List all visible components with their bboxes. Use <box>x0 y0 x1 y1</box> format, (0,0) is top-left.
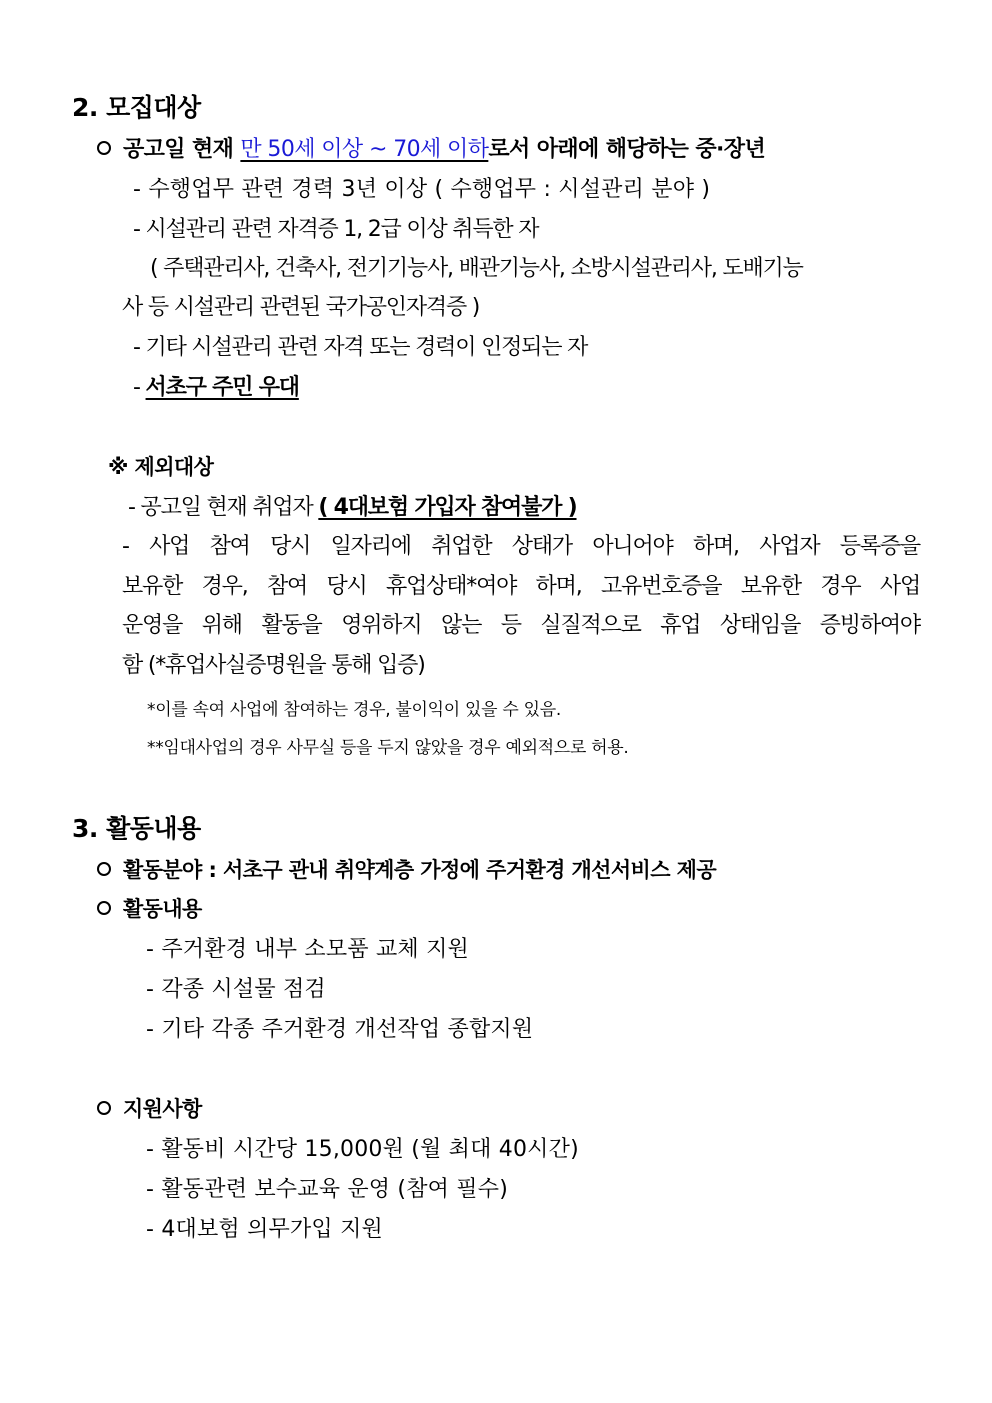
exclusion-note-2: **임대사업의 경우 사무실 등을 두지 않았을 경우 예외적으로 허용. <box>147 738 629 758</box>
support-item-pay: - 활동비 시간당 15,000원 (월 최대 40시간) <box>146 1137 579 1162</box>
eligibility-item-cert-list-2: 사 등 시설관리 관련된 국가공인자격증 ) <box>122 295 480 320</box>
activity-content-label: 활동내용 <box>123 897 202 921</box>
activity-item-inspection: - 각종 시설물 점검 <box>146 977 326 1002</box>
eligibility-item-certificate: - 시설관리 관련 자격증 1, 2급 이상 취득한 자 <box>133 217 539 242</box>
support-item-insurance: - 4대보험 의무가입 지원 <box>146 1217 383 1242</box>
activity-content-bullet <box>97 899 202 920</box>
exclusion-line-2: 보유한 경우, 참여 당시 휴업상태*여야 하며, 고유번호증을 보유한 경우 사업 <box>122 574 920 599</box>
eligibility-bullet <box>97 139 765 161</box>
eligibility-item-other: - 기타 시설관리 관련 자격 또는 경력이 인정되는 자 <box>133 335 588 360</box>
support-label: 지원사항 <box>123 1097 202 1121</box>
circle-bullet-icon <box>97 901 111 915</box>
seocho-resident-preference: 서초구 주민 우대 <box>145 375 299 400</box>
section-2-title: 2. 모집대상 <box>72 93 201 122</box>
exclusion-line-3: 운영을 위해 활동을 영위하지 않는 등 실질적으로 휴업 상태임을 증빙하여야 <box>122 613 920 638</box>
circle-bullet-icon <box>97 1101 111 1115</box>
insurance-exclusion-note: ( 4대보험 가입자 참여불가 ) <box>318 495 577 520</box>
eligibility-item-experience: - 수행업무 관련 경력 3년 이상 ( 수행업무 : 시설관리 분야 ) <box>133 177 711 202</box>
activity-field-label: 활동분야 : 서초구 관내 취약계층 가정에 주거환경 개선서비스 제공 <box>123 858 717 882</box>
activity-item-supplies: - 주거환경 내부 소모품 교체 지원 <box>146 937 469 962</box>
eligibility-suffix: 로서 아래에 해당하는 중·장년 <box>488 137 766 162</box>
circle-bullet-icon <box>97 862 111 876</box>
exclusion-title: ※ 제외대상 <box>108 455 214 479</box>
eligibility-prefix: 공고일 현재 <box>123 137 241 162</box>
exclusion-line-1: - 사업 참여 당시 일자리에 취업한 상태가 아니어야 하며, 사업자 등록증을 <box>122 534 920 559</box>
support-bullet <box>97 1099 202 1120</box>
age-range: 만 50세 이상 ~ 70세 이하 <box>240 137 489 162</box>
activity-field-bullet <box>97 860 716 881</box>
circle-bullet-icon <box>97 141 111 155</box>
exclusion-item-employed <box>128 497 577 519</box>
eligibility-item-cert-list-1: ( 주택관리사, 건축사, 전기기능사, 배관기능사, 소방시설관리사, 도배기능 <box>150 256 803 281</box>
section-3-title: 3. 활동내용 <box>72 814 201 843</box>
eligibility-item-preference <box>133 377 299 399</box>
exclusion-note-1: *이를 속여 사업에 참여하는 경우, 불이익이 있을 수 있음. <box>147 700 561 720</box>
activity-item-general: - 기타 각종 주거환경 개선작업 종합지원 <box>146 1017 534 1042</box>
support-item-training: - 활동관련 보수교육 운영 (참여 필수) <box>146 1177 508 1202</box>
preference-dash: - <box>133 375 146 400</box>
exclusion-item-employed-text: - 공고일 현재 취업자 <box>128 495 319 520</box>
exclusion-line-4: 함 (*휴업사실증명원을 통해 입증) <box>122 653 425 678</box>
